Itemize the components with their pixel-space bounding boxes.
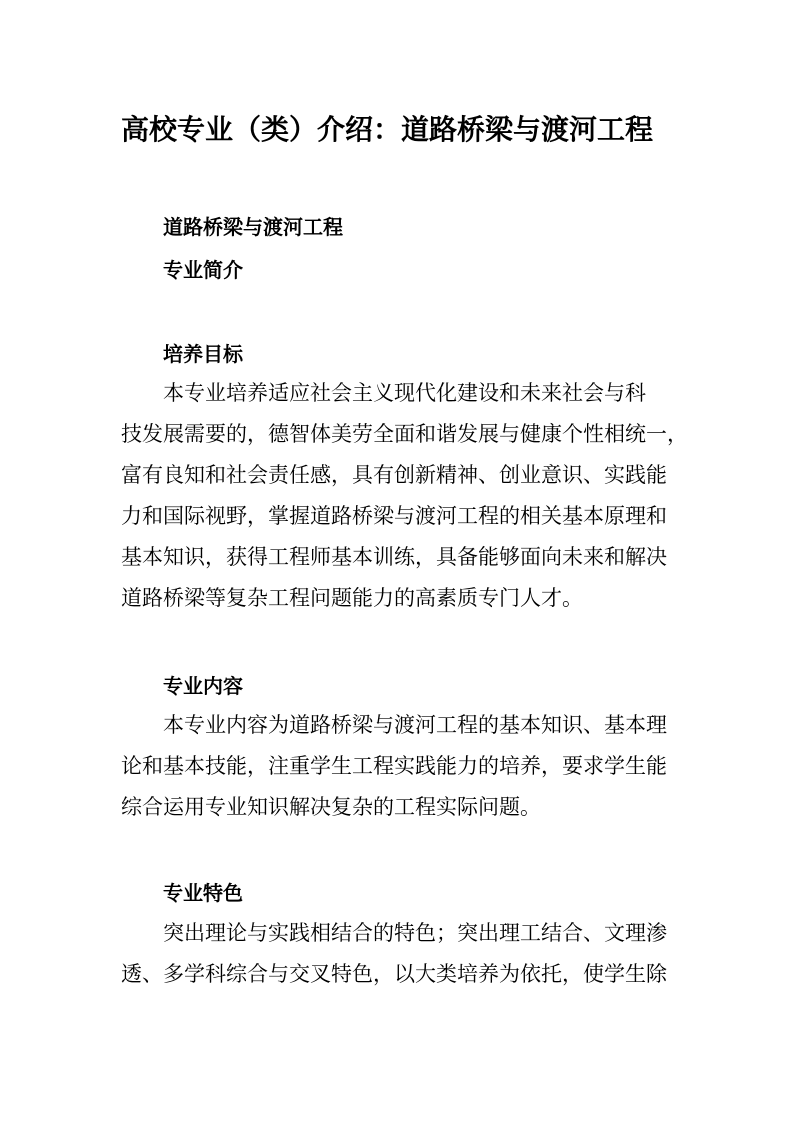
paragraph-line: 透、多学科综合与交叉特色，以大类培养为依托，使学生除 xyxy=(121,962,667,986)
document-title: 高校专业（类）介绍：道路桥梁与渡河工程 xyxy=(121,113,654,146)
paragraph-line: 综合运用专业知识解决复杂的工程实际问题。 xyxy=(121,795,541,819)
content-heading: 专业内容 xyxy=(163,674,243,698)
paragraph-line: 突出理论与实践相结合的特色；突出理工结合、文理渗 xyxy=(163,921,667,945)
paragraph-line: 力和国际视野，掌握道路桥梁与渡河工程的相关基本原理和 xyxy=(121,504,667,528)
goal-heading: 培养目标 xyxy=(163,342,243,366)
paragraph-line: 富有良知和社会责任感，具有创新精神、创业意识、实践能 xyxy=(121,463,667,487)
feature-heading: 专业特色 xyxy=(163,881,243,905)
goal-paragraph xyxy=(121,373,688,619)
paragraph-line: 道路桥梁等复杂工程问题能力的高素质专门人才。 xyxy=(121,586,583,610)
intro-heading: 专业简介 xyxy=(163,258,243,282)
feature-paragraph xyxy=(121,913,667,995)
content-paragraph xyxy=(121,705,667,828)
paragraph-line: 本专业内容为道路桥梁与渡河工程的基本知识、基本理 xyxy=(163,713,667,737)
paragraph-line: 基本知识，获得工程师基本训练，具备能够面向未来和解决 xyxy=(121,545,667,569)
paragraph-line: 本专业培养适应社会主义现代化建设和未来社会与科 xyxy=(163,381,646,405)
paragraph-line: 技发展需要的，德智体美劳全面和谐发展与健康个性相统一， xyxy=(121,422,688,446)
major-name-heading: 道路桥梁与渡河工程 xyxy=(163,215,343,239)
paragraph-line: 论和基本技能，注重学生工程实践能力的培养，要求学生能 xyxy=(121,754,667,778)
